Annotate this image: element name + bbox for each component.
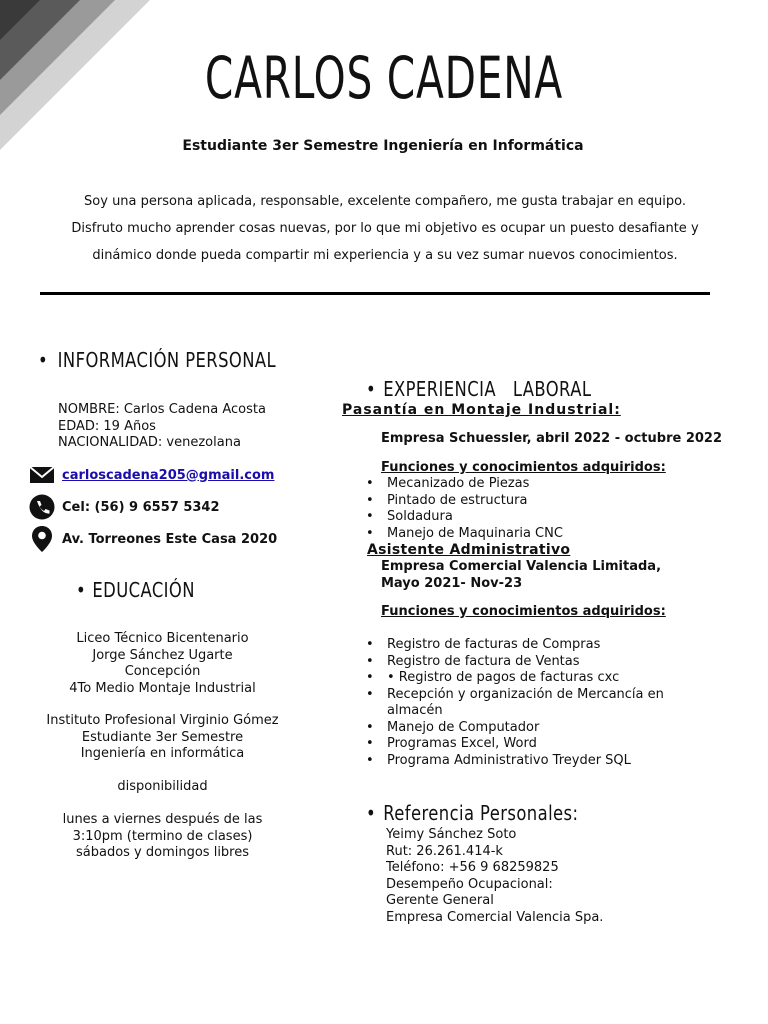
- job-company-1: Empresa Schuessler, abril 2022 - octubre 2022: [381, 431, 723, 446]
- availability: [30, 812, 295, 862]
- education-school-1: [30, 631, 295, 697]
- personal-info: [58, 402, 266, 452]
- section-heading-experience: • EXPERIENCIA LABORAL: [366, 377, 592, 401]
- availability-line: 3:10pm (termino de clases): [72, 828, 253, 844]
- bullet: •: [76, 578, 87, 602]
- section-heading-education: • EDUCACIÓN: [76, 578, 195, 602]
- bullet: •: [366, 377, 377, 401]
- phone-number: Cel: (56) 9 6557 5342: [62, 499, 220, 515]
- list-item: • Programas Excel, Word: [364, 736, 674, 753]
- bullet: •: [38, 348, 49, 372]
- address: Av. Torreones Este Casa 2020: [62, 531, 278, 547]
- bullet: •: [366, 801, 377, 825]
- education-line: Liceo Técnico Bicentenario: [76, 631, 249, 646]
- candidate-name: CARLOS CADENA: [204, 44, 564, 112]
- reference-line: Empresa Comercial Valencia Spa.: [386, 909, 604, 925]
- section-heading-references: • Referencia Personales:: [366, 801, 579, 825]
- list-item: • • Registro de pagos de facturas cxc: [364, 670, 674, 687]
- profile-summary: Soy una persona aplicada, responsable, excelente compañero, me gusta trabajar en equipo. Disfruto mucho aprender cosas nuevas, por lo que mi objetivo es ocupar un puesto desafiante y dinámico donde pueda compartir mi experiencia y a su vez sumar nuevos conocimientos.: [71, 194, 699, 263]
- job-functions-label-2: Funciones y conocimientos adquiridos:: [381, 604, 666, 619]
- contact-email-row: [28, 461, 274, 489]
- education-school-2: [30, 713, 295, 763]
- job-functions-label-1: Funciones y conocimientos adquiridos:: [381, 460, 666, 475]
- reference-line: Desempeño Ocupacional:: [386, 876, 553, 892]
- education-line: Instituto Profesional Virginio Gómez: [46, 713, 279, 728]
- education-line: Jorge Sánchez Ugarte: [92, 647, 233, 663]
- reference-line: Teléfono: +56 9 68259825: [386, 860, 559, 875]
- header-divider: [40, 292, 710, 295]
- info-line: NACIONALIDAD: venezolana: [58, 435, 241, 450]
- envelope-icon: [28, 461, 56, 489]
- location-pin-icon: [28, 525, 56, 553]
- contact-phone-row: [28, 493, 220, 521]
- info-line: NOMBRE: Carlos Cadena Acosta: [58, 402, 266, 417]
- phone-icon: [28, 493, 56, 521]
- reference-line: Yeimy Sánchez Soto: [386, 827, 517, 842]
- education-line: 4To Medio Montaje Industrial: [69, 680, 256, 696]
- list-item: • Pintado de estructura: [364, 493, 563, 510]
- job-dates-2: Mayo 2021- Nov-23: [381, 576, 523, 591]
- availability-line: lunes a viernes después de las: [62, 812, 263, 827]
- reference-line: Rut: 26.261.414-k: [386, 843, 503, 859]
- candidate-subtitle: Estudiante 3er Semestre Ingeniería en Informática: [182, 138, 584, 154]
- list-item: • Registro de factura de Ventas: [364, 654, 674, 671]
- job-title-2: Asistente Administrativo: [367, 542, 571, 558]
- job-functions-list-2: [364, 637, 674, 769]
- section-heading-personal: • INFORMACIÓN PERSONAL: [38, 348, 277, 372]
- list-item: • Manejo de Maquinaria CNC: [364, 526, 563, 543]
- list-item: • Programa Administrativo Treyder SQL: [364, 753, 674, 770]
- list-item: • Registro de facturas de Compras: [364, 637, 674, 654]
- availability-line: sábados y domingos libres: [75, 845, 250, 860]
- list-item: • Manejo de Computador: [364, 720, 674, 737]
- list-item: • Recepción y organización de Mercancía en almacén: [364, 687, 674, 720]
- job-functions-list-1: [364, 476, 563, 542]
- job-company-2: Empresa Comercial Valencia Limitada,: [381, 559, 662, 574]
- education-line: Ingeniería en informática: [80, 746, 245, 761]
- contact-address-row: [28, 525, 277, 553]
- info-line: EDAD: 19 Años: [58, 418, 156, 434]
- email-link[interactable]: carloscadena205@gmail.com: [62, 467, 275, 483]
- list-item: • Soldadura: [364, 509, 563, 526]
- education-line: Estudiante 3er Semestre: [81, 729, 244, 745]
- reference-line: Gerente General: [386, 893, 494, 908]
- references-list: [386, 827, 603, 926]
- education-line: Concepción: [124, 664, 201, 679]
- availability-label: disponibilidad: [117, 779, 208, 794]
- job-title-1: Pasantía en Montaje Industrial:: [342, 402, 621, 418]
- list-item: • Mecanizado de Piezas: [364, 476, 563, 493]
